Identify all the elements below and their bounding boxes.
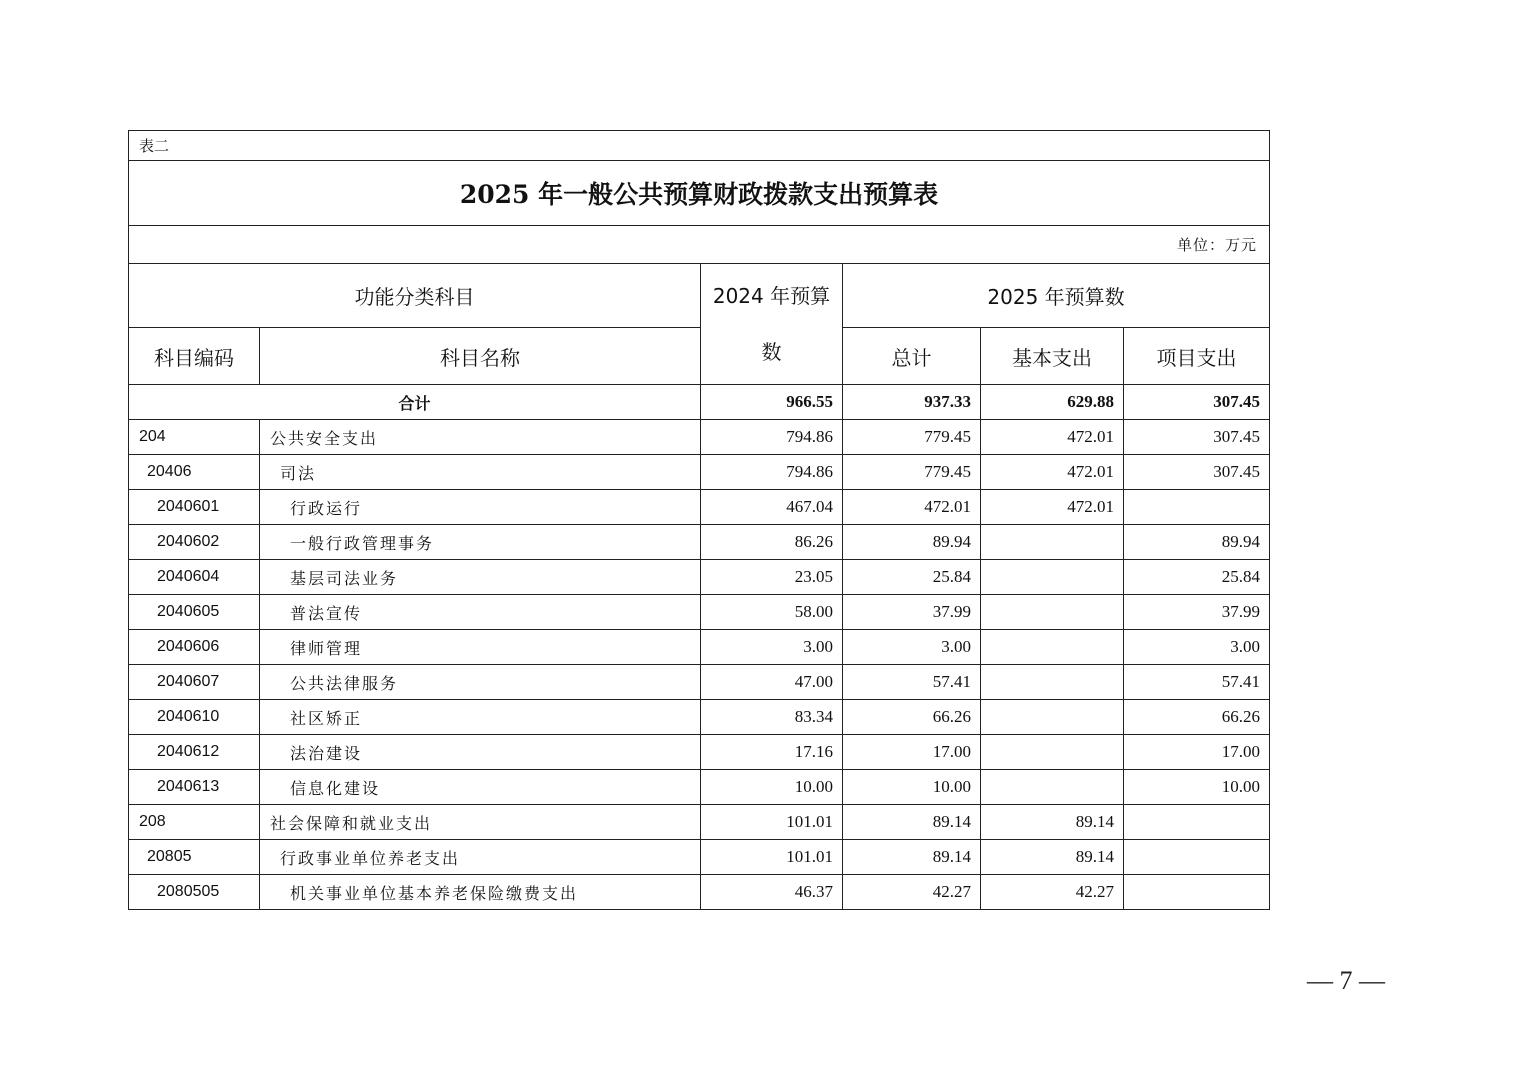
row-name: 社会保障和就业支出 [260, 805, 701, 840]
row-total: 42.27 [843, 875, 981, 910]
row-name: 基层司法业务 [260, 560, 701, 595]
table-row [129, 490, 1270, 525]
row-prev-year: 58.00 [701, 595, 843, 630]
row-project: 307.45 [1124, 420, 1270, 455]
table-row [129, 420, 1270, 455]
row-code: 2040605 [129, 595, 260, 630]
row-name: 普法宣传 [260, 595, 701, 630]
row-name: 信息化建设 [260, 770, 701, 805]
row-project: 25.84 [1124, 560, 1270, 595]
row-project: 3.00 [1124, 630, 1270, 665]
row-project [1124, 805, 1270, 840]
row-total: 779.45 [843, 420, 981, 455]
table-row [129, 770, 1270, 805]
total-basic: 629.88 [981, 385, 1124, 420]
row-prev-year: 3.00 [701, 630, 843, 665]
total-total: 937.33 [843, 385, 981, 420]
row-name: 行政事业单位养老支出 [260, 840, 701, 875]
row-total: 10.00 [843, 770, 981, 805]
row-prev-year: 10.00 [701, 770, 843, 805]
row-prev-year: 46.37 [701, 875, 843, 910]
row-basic: 89.14 [981, 840, 1124, 875]
table-row [129, 455, 1270, 490]
total-prev: 966.55 [701, 385, 843, 420]
row-name: 机关事业单位基本养老保险缴费支出 [260, 875, 701, 910]
row-total: 25.84 [843, 560, 981, 595]
row-total: 37.99 [843, 595, 981, 630]
row-project: 10.00 [1124, 770, 1270, 805]
header-prev-year: 2024 年预算数 [701, 264, 843, 385]
row-basic: 472.01 [981, 455, 1124, 490]
row-name: 公共安全支出 [260, 420, 701, 455]
page-number: — 7 — [1307, 966, 1385, 995]
row-total: 779.45 [843, 455, 981, 490]
row-basic [981, 630, 1124, 665]
row-code: 2040610 [129, 700, 260, 735]
table-label: 表二 [129, 131, 1270, 161]
row-total: 66.26 [843, 700, 981, 735]
row-code: 2040606 [129, 630, 260, 665]
table-row [129, 525, 1270, 560]
row-total: 472.01 [843, 490, 981, 525]
row-code: 20406 [129, 455, 260, 490]
table-row [129, 595, 1270, 630]
header-project: 项目支出 [1124, 328, 1270, 385]
header-current-year: 2025 年预算数 [843, 264, 1270, 328]
row-basic [981, 770, 1124, 805]
row-project: 17.00 [1124, 735, 1270, 770]
row-project [1124, 875, 1270, 910]
row-basic [981, 595, 1124, 630]
row-prev-year: 101.01 [701, 805, 843, 840]
row-project: 37.99 [1124, 595, 1270, 630]
row-basic: 42.27 [981, 875, 1124, 910]
row-basic [981, 560, 1124, 595]
table-row [129, 560, 1270, 595]
unit-label: 单位：万元 [129, 226, 1270, 264]
header-name: 科目名称 [260, 328, 701, 385]
header-code: 科目编码 [129, 328, 260, 385]
row-basic [981, 735, 1124, 770]
row-prev-year: 23.05 [701, 560, 843, 595]
row-code: 20805 [129, 840, 260, 875]
total-row [129, 385, 1270, 420]
row-prev-year: 101.01 [701, 840, 843, 875]
row-basic: 472.01 [981, 420, 1124, 455]
row-prev-year: 467.04 [701, 490, 843, 525]
row-prev-year: 83.34 [701, 700, 843, 735]
row-basic [981, 525, 1124, 560]
row-project: 307.45 [1124, 455, 1270, 490]
row-name: 法治建设 [260, 735, 701, 770]
table-row [129, 875, 1270, 910]
row-project [1124, 840, 1270, 875]
table-row [129, 700, 1270, 735]
header-basic: 基本支出 [981, 328, 1124, 385]
table-title: 2025 年一般公共预算财政拨款支出预算表 [129, 161, 1270, 226]
table-row [129, 840, 1270, 875]
row-total: 89.14 [843, 805, 981, 840]
row-project: 57.41 [1124, 665, 1270, 700]
row-prev-year: 17.16 [701, 735, 843, 770]
row-code: 208 [129, 805, 260, 840]
row-code: 204 [129, 420, 260, 455]
row-project: 89.94 [1124, 525, 1270, 560]
row-code: 2040604 [129, 560, 260, 595]
row-name: 社区矫正 [260, 700, 701, 735]
table-row [129, 665, 1270, 700]
row-total: 57.41 [843, 665, 981, 700]
header-total: 总计 [843, 328, 981, 385]
row-code: 2040612 [129, 735, 260, 770]
row-basic [981, 700, 1124, 735]
table-row [129, 735, 1270, 770]
row-total: 89.94 [843, 525, 981, 560]
row-total: 3.00 [843, 630, 981, 665]
table-row [129, 805, 1270, 840]
row-project: 66.26 [1124, 700, 1270, 735]
row-code: 2080505 [129, 875, 260, 910]
row-code: 2040602 [129, 525, 260, 560]
row-total: 89.14 [843, 840, 981, 875]
row-total: 17.00 [843, 735, 981, 770]
row-basic [981, 665, 1124, 700]
row-project [1124, 490, 1270, 525]
row-code: 2040601 [129, 490, 260, 525]
row-name: 一般行政管理事务 [260, 525, 701, 560]
row-code: 2040607 [129, 665, 260, 700]
table-row [129, 630, 1270, 665]
total-project: 307.45 [1124, 385, 1270, 420]
row-code: 2040613 [129, 770, 260, 805]
row-name: 司法 [260, 455, 701, 490]
row-name: 律师管理 [260, 630, 701, 665]
row-prev-year: 47.00 [701, 665, 843, 700]
row-name: 行政运行 [260, 490, 701, 525]
budget-table [128, 130, 1270, 910]
total-label: 合计 [129, 385, 701, 420]
row-basic: 472.01 [981, 490, 1124, 525]
row-prev-year: 794.86 [701, 420, 843, 455]
row-prev-year: 794.86 [701, 455, 843, 490]
row-prev-year: 86.26 [701, 525, 843, 560]
header-functional-category: 功能分类科目 [129, 264, 701, 328]
row-basic: 89.14 [981, 805, 1124, 840]
row-name: 公共法律服务 [260, 665, 701, 700]
